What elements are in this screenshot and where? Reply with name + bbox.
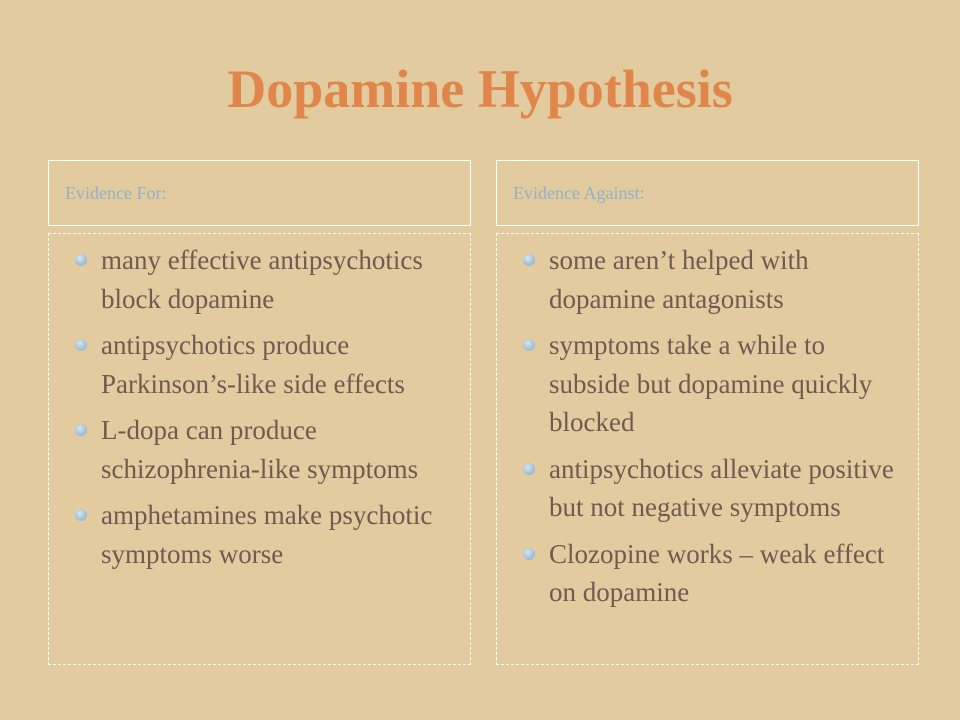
round-bullet-icon [75, 424, 87, 436]
evidence-for-list [71, 241, 460, 573]
round-bullet-icon [523, 254, 535, 266]
list-item-text: antipsychotics produce Parkinson’s-like side effects [101, 330, 405, 399]
list-item [519, 326, 908, 442]
round-bullet-icon [523, 548, 535, 560]
list-item-text: many effective antipsychotics block dopamine [101, 245, 423, 314]
list-item [71, 241, 460, 318]
slide-title: Dopamine Hypothesis [227, 59, 733, 119]
evidence-against-box [496, 233, 919, 665]
list-item-text: amphetamines make psychotic symptoms worse [101, 500, 433, 569]
evidence-against-header [496, 160, 919, 226]
list-item-text: symptoms take a while to subside but dopamine quickly blocked [549, 330, 873, 437]
evidence-for-header [48, 160, 471, 226]
evidence-for-box [48, 233, 471, 665]
list-item-text: some aren’t helped with dopamine antagonists [549, 245, 809, 314]
round-bullet-icon [523, 463, 535, 475]
evidence-against-header-label: Evidence Against: [513, 182, 645, 203]
round-bullet-icon [75, 339, 87, 351]
list-item-text: L-dopa can produce schizophrenia-like symptoms [101, 415, 419, 484]
list-item [71, 496, 460, 573]
list-item-text: antipsychotics alleviate positive but not negative symptoms [549, 453, 894, 522]
list-item [519, 450, 908, 527]
round-bullet-icon [75, 509, 87, 521]
round-bullet-icon [75, 254, 87, 266]
list-item [71, 326, 460, 403]
list-item-text: Clozopine works – weak effect on dopamine [549, 538, 885, 607]
evidence-for-header-label: Evidence For: [65, 182, 167, 203]
list-item [519, 535, 908, 612]
list-item [71, 411, 460, 488]
list-item [519, 241, 908, 318]
evidence-against-list [519, 241, 908, 612]
round-bullet-icon [523, 339, 535, 351]
